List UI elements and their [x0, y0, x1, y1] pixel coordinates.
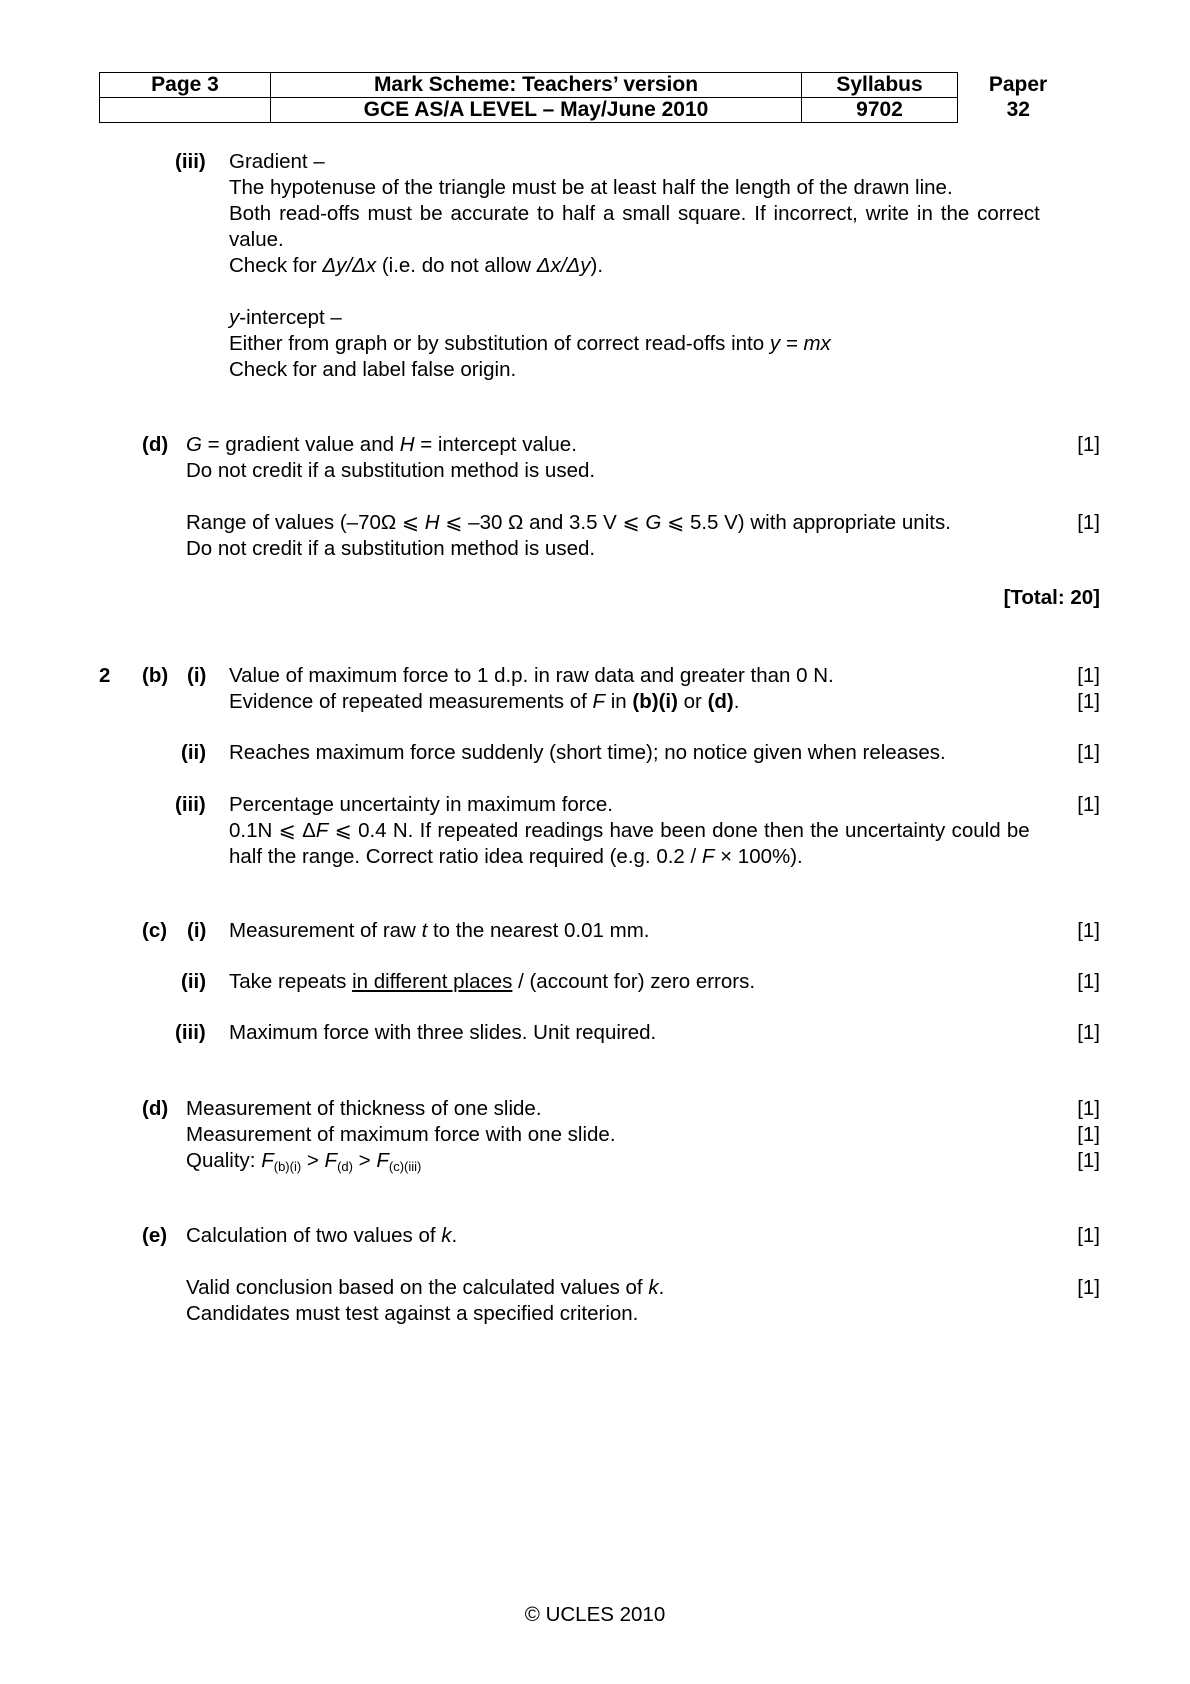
q2e-line-2 — [186, 1275, 664, 1301]
q2d-mark-1: [1] — [1077, 1097, 1100, 1120]
q2b-i-line-2-c: or — [677, 690, 708, 713]
q2c-ii-line-a: Take repeats — [229, 970, 353, 993]
quality-prefix: Quality: — [186, 1149, 262, 1172]
q2c-i-line-b: to the nearest 0.01 mm. — [427, 919, 650, 942]
check-line — [229, 253, 603, 279]
q2d-mark-2: [1] — [1077, 1123, 1100, 1146]
gradient-line-2 — [229, 201, 1100, 227]
q2b-i-line-2 — [229, 689, 739, 715]
subscript-d: (d) — [337, 1159, 353, 1174]
q2b-ii-line: Reaches maximum force suddenly (short time); no notice given when releases. — [229, 741, 946, 764]
check-prefix: Check for — [229, 254, 323, 277]
q2c-ii-line-b: / (account for) zero errors. — [512, 970, 756, 993]
q2-number: 2 — [99, 664, 111, 687]
q2b-iii-mark: [1] — [1077, 793, 1100, 816]
intercept-y: y — [229, 306, 240, 329]
range-a: Range of values (–70Ω ⩽ — [186, 511, 425, 534]
q2b-iii-line-3-b: × 100%). — [714, 845, 803, 868]
symbol-k: k — [441, 1224, 452, 1247]
paper-number: 32 — [1006, 98, 1030, 121]
symbol-F: F — [315, 819, 329, 842]
q2b-label: (b) — [142, 664, 169, 687]
q2c-ii-label: (ii) — [181, 970, 207, 993]
q1d-line-4: Do not credit if a substitution method is used. — [186, 537, 596, 560]
check-ratio: Δy/Δx — [322, 254, 377, 277]
q2b-i-line-1: Value of maximum force to 1 d.p. in raw data and greater than 0 N. — [229, 664, 834, 687]
q2b-i-label: (i) — [187, 664, 207, 687]
q2d-mark-3: [1] — [1077, 1149, 1100, 1172]
q2e-mark-2: [1] — [1077, 1276, 1100, 1299]
q2b-iii-line-2 — [229, 818, 1030, 844]
q2d-line-2: Measurement of maximum force with one slide. — [186, 1123, 616, 1146]
header-table — [99, 72, 1079, 123]
q1d-label: (d) — [142, 433, 169, 456]
q1d-line-1-a: = gradient value and — [201, 433, 400, 456]
symbol-F: F — [376, 1149, 389, 1172]
syllabus-code: 9702 — [802, 98, 958, 123]
q2b-iii-line-3 — [229, 844, 803, 870]
symbol-G: G — [186, 433, 202, 456]
q2b-i-line-2-a: Evidence of repeated measurements of — [229, 690, 593, 713]
q2e-label: (e) — [142, 1224, 168, 1247]
intercept-line-2: Check for and label false origin. — [229, 358, 517, 381]
check-end: ). — [590, 254, 604, 277]
q2b-iii-line-1: Percentage uncertainty in maximum force. — [229, 793, 613, 816]
range-G: G — [645, 511, 662, 534]
greater-than: > — [301, 1149, 325, 1172]
q2b-iii-line-2-b: ⩽ 0.4 N. If repeated readings have been done then the uncertainty could be — [328, 819, 1030, 842]
paper-label: Paper — [988, 73, 1048, 96]
greater-than: > — [352, 1149, 377, 1172]
symbol-F: F — [261, 1149, 274, 1172]
symbol-k: k — [648, 1276, 659, 1299]
q1d-range-line — [186, 510, 951, 536]
q2e-line-1-b: . — [451, 1224, 458, 1247]
range-c: ⩽ 5.5 V) with appropriate units. — [661, 511, 951, 534]
syllabus-label: Syllabus — [802, 73, 958, 98]
q2e-line-2-a: Valid conclusion based on the calculated values of — [186, 1276, 649, 1299]
q2e-mark-1: [1] — [1077, 1224, 1100, 1247]
q2c-i-mark: [1] — [1077, 919, 1100, 942]
q2d-label: (d) — [142, 1097, 169, 1120]
subscript-b-i: (b)(i) — [273, 1159, 302, 1174]
range-b: ⩽ –30 Ω and 3.5 V ⩽ — [439, 511, 646, 534]
q1d-mark-1: [1] — [1077, 433, 1100, 456]
q1d-line-1-b: = intercept value. — [414, 433, 577, 456]
gradient-line-3: value. — [229, 228, 284, 251]
q2c-ii-mark: [1] — [1077, 970, 1100, 993]
q1c-iii-label: (iii) — [175, 150, 206, 173]
symbol-H: H — [399, 433, 415, 456]
q2b-iii-line-2-a: 0.1N ⩽ Δ — [229, 819, 316, 842]
q2e-line-1-a: Calculation of two values of — [186, 1224, 442, 1247]
q2c-label: (c) — [142, 919, 168, 942]
q2d-quality-line — [186, 1148, 421, 1174]
q1d-line-1 — [186, 432, 577, 458]
intercept-heading-text: -intercept – — [239, 306, 342, 329]
q2b-i-mark-1: [1] — [1077, 664, 1100, 687]
gradient-line-1: The hypotenuse of the triangle must be at least half the length of the drawn line. — [229, 176, 953, 199]
page-label: Page 3 — [100, 73, 271, 98]
total-marks: [Total: 20] — [1003, 586, 1100, 609]
q2d-line-1: Measurement of thickness of one slide. — [186, 1097, 542, 1120]
q2e-line-2-b: . — [658, 1276, 665, 1299]
q2b-ii-mark: [1] — [1077, 741, 1100, 764]
q1d-line-2: Do not credit if a substitution method is used. — [186, 459, 596, 482]
intercept-heading — [229, 305, 342, 331]
q2b-i-line-2-b: in — [605, 690, 633, 713]
q1d-mark-2: [1] — [1077, 511, 1100, 534]
symbol-t: t — [421, 919, 428, 942]
gradient-heading: Gradient – — [229, 150, 325, 173]
q2c-iii-line: Maximum force with three slides. Unit required. — [229, 1021, 657, 1044]
gradient-line-2-text: Both read-offs must be accurate to half a small square. If incorrect, write in the correct — [229, 202, 1040, 225]
symbol-F: F — [701, 845, 715, 868]
copyright-footer: © UCLES 2010 — [524, 1603, 666, 1626]
q2e-line-1 — [186, 1223, 457, 1249]
document-title: Mark Scheme: Teachers’ version — [271, 73, 802, 98]
q2c-i-line-a: Measurement of raw — [229, 919, 422, 942]
q2e-line-3: Candidates must test against a specified criterion. — [186, 1302, 639, 1325]
check-not-ratio: Δx/Δy — [536, 254, 591, 277]
q2b-i-mark-2: [1] — [1077, 690, 1100, 713]
q2b-i-line-2-d: . — [733, 690, 740, 713]
symbol-F: F — [592, 690, 606, 713]
symbol-F: F — [324, 1149, 338, 1172]
page-label-blank — [100, 98, 271, 123]
ref-d: (d) — [707, 690, 734, 713]
q2c-i-line — [229, 918, 649, 944]
q2c-iii-mark: [1] — [1077, 1021, 1100, 1044]
ref-b-i: (b)(i) — [632, 690, 678, 713]
q2b-iii-label: (iii) — [175, 793, 206, 816]
q2c-i-label: (i) — [187, 919, 207, 942]
q2b-ii-label: (ii) — [181, 741, 207, 764]
underlined-phrase: in different places — [352, 970, 513, 993]
q2b-iii-line-3-a: half the range. Correct ratio idea required (e.g. 0.2 / — [229, 845, 702, 868]
check-mid: (i.e. do not allow — [376, 254, 537, 277]
q2c-ii-line — [229, 969, 755, 995]
intercept-line-1-text: Either from graph or by substitution of correct read-offs into — [229, 332, 770, 355]
intercept-line-1 — [229, 331, 831, 357]
intercept-equation: y = mx — [769, 332, 831, 355]
exam-name: GCE AS/A LEVEL – May/June 2010 — [271, 98, 802, 123]
q2c-iii-label: (iii) — [175, 1021, 206, 1044]
subscript-c-iii: (c)(iii) — [388, 1159, 422, 1174]
range-H: H — [424, 511, 440, 534]
